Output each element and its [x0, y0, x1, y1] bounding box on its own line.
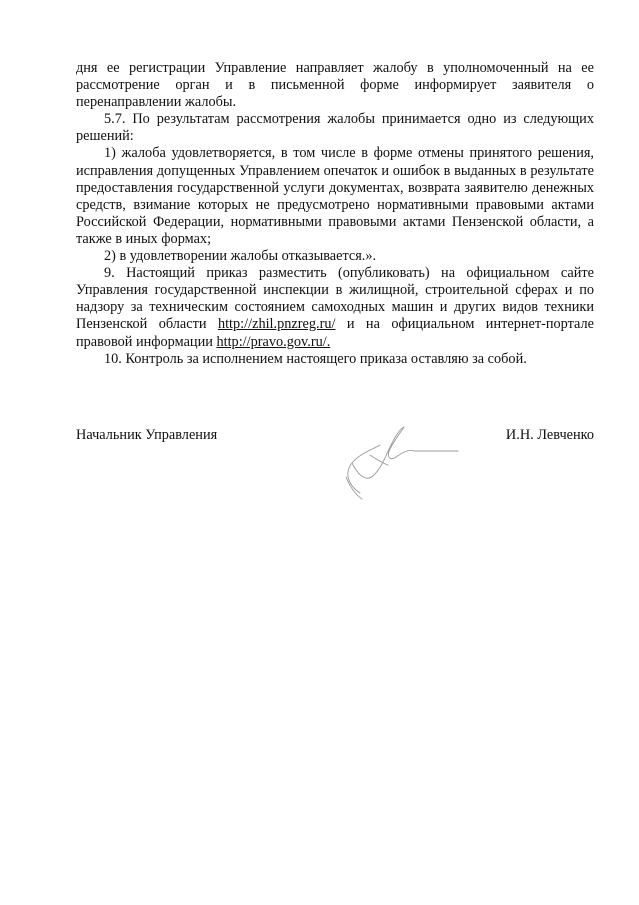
paragraph-decision-1 — [76, 145, 594, 248]
paragraph-text: 9. Настоящий приказ разместить (опубликовать) на официальном сайте Управления государственной инспекции в жилищной, строительной сферах и по надзору за техническим состоянием самоходных машин и других видов техники Пензенской области — [76, 265, 594, 333]
paragraph-text: 1) жалоба удовлетворяется, в том числе в форме отмены принятого решения, исправления допущенных Управлением опечаток и ошибок в выданных в результате предоставления государственной услуги документах, возврата заявителю денежных средств, взимание которых не предусмотрено нормативными правовыми актами Российской Федерации, нормативными правовыми актами Пензенской области, а также в иных формах; — [76, 145, 594, 247]
paragraph-text: 5.7. По результатам рассмотрения жалобы принимается одно из следующих решений: — [76, 111, 594, 145]
document-body — [76, 60, 594, 368]
paragraph-9-publication — [76, 265, 594, 350]
pravo-gov-link[interactable]: http://pravo.gov.ru/. — [216, 333, 331, 350]
paragraph-text: 2) в удовлетворении жалобы отказывается.». — [104, 248, 377, 265]
paragraph-5-7 — [76, 111, 594, 145]
paragraph-text: и на официальном интернет-портале правовой информации — [76, 316, 594, 350]
paragraph-text: 10. Контроль за исполнением настоящего приказа оставляю за собой. — [104, 350, 527, 367]
paragraph-text: дня ее регистрации Управление направляет жалобу в уполномоченный на ее рассмотрение орган и в письменной форме информирует заявителя о перенаправлении жалобы. — [76, 60, 594, 111]
paragraph-complaint-redirect — [76, 60, 594, 111]
paragraph-decision-2 — [76, 248, 594, 265]
handwritten-signature — [330, 415, 460, 505]
signatory-name: И.Н. Левченко — [505, 427, 594, 443]
signatory-position: Начальник Управления — [76, 427, 218, 443]
paragraph-10-control — [76, 351, 594, 368]
zhil-pnzreg-link[interactable]: http://zhil.pnzreg.ru/ — [217, 316, 336, 333]
